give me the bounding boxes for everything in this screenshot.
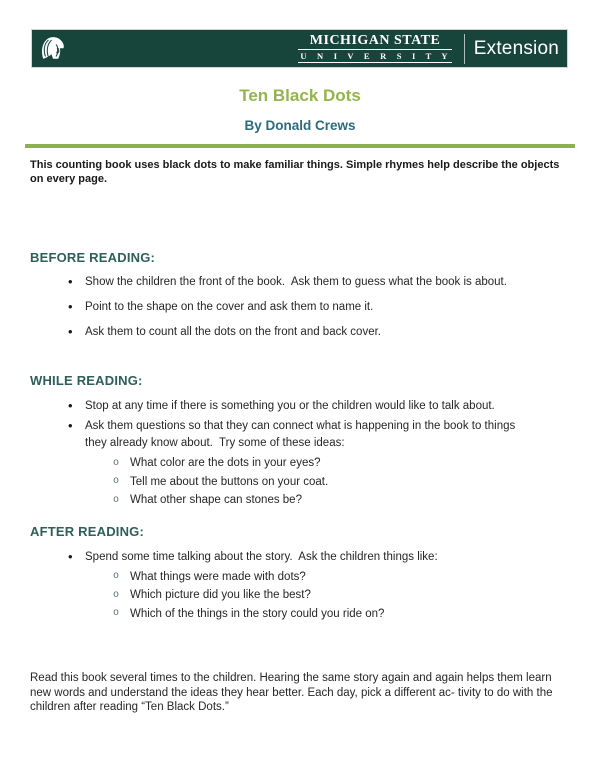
- bullet-text: Show the children the front of the book. Ask them to guess what the book is about.: [85, 276, 507, 288]
- sub-list-item: o Which picture did you like the best?: [85, 586, 570, 605]
- bullet-text: Stop at any time if there is something you or the children would like to talk about.: [85, 400, 495, 412]
- sub-bullet-list: [85, 568, 570, 624]
- msu-wordmark-line2: U N I V E R S I T Y: [300, 51, 452, 61]
- sub-list-item: o Tell me about the buttons on your coat.: [85, 473, 570, 492]
- section-after-reading: [0, 524, 600, 624]
- bullet-list: [30, 549, 570, 624]
- sub-list-item: o What things were made with dots?: [85, 568, 570, 587]
- bullet-list: [30, 398, 570, 510]
- green-divider-rule: [25, 144, 575, 148]
- section-heading: AFTER READING:: [30, 523, 145, 539]
- sub-list-item: o What color are the dots in your eyes?: [85, 454, 570, 473]
- sub-list-item: o Which of the things in the story could you ride on?: [85, 605, 570, 624]
- section-before-reading: [0, 250, 600, 340]
- msu-extension-header-banner: [31, 29, 568, 68]
- list-item: [30, 325, 570, 340]
- header-divider: [464, 34, 465, 64]
- bullet-text: Ask them questions so that they can connect what is happening in the book to things they already know about. Try some of these ideas:: [85, 420, 519, 449]
- sub-bullet-list: [85, 454, 570, 510]
- byline: By Donald Crews: [244, 118, 356, 133]
- extension-label: Extension: [473, 37, 559, 59]
- sub-list-item: o What other shape can stones be?: [85, 491, 570, 510]
- page-title: Ten Black Dots: [239, 86, 361, 105]
- msu-wordmark: [298, 34, 451, 63]
- list-item: [30, 275, 570, 290]
- spartan-helmet-icon: [38, 34, 68, 64]
- list-item: [30, 418, 570, 510]
- bullet-list: [30, 275, 570, 340]
- bullet-text: Point to the shape on the cover and ask them to name it.: [85, 301, 374, 313]
- section-heading: BEFORE READING:: [30, 250, 156, 265]
- section-heading: WHILE READING:: [30, 373, 143, 388]
- list-item: [30, 398, 570, 415]
- msu-wordmark-line1: MICHIGAN STATE: [298, 34, 451, 50]
- closing-paragraph: Read this book several times to the children. Hearing the same story again and again helps them learn new words and understand the ideas they hear better. Each day, pick a different ac- tivity to do with the children after reading “Ten Black Dots.”: [30, 672, 556, 713]
- list-item: [30, 300, 570, 315]
- bullet-text: Spend some time talking about the story. Ask the children things like:: [85, 550, 438, 563]
- bullet-text: Ask them to count all the dots on the front and back cover.: [85, 326, 381, 338]
- section-while-reading: [0, 373, 600, 510]
- intro-paragraph: This counting book uses black dots to make familiar things. Simple rhymes help describe the objects on every page.: [30, 159, 563, 185]
- list-item: [30, 549, 570, 624]
